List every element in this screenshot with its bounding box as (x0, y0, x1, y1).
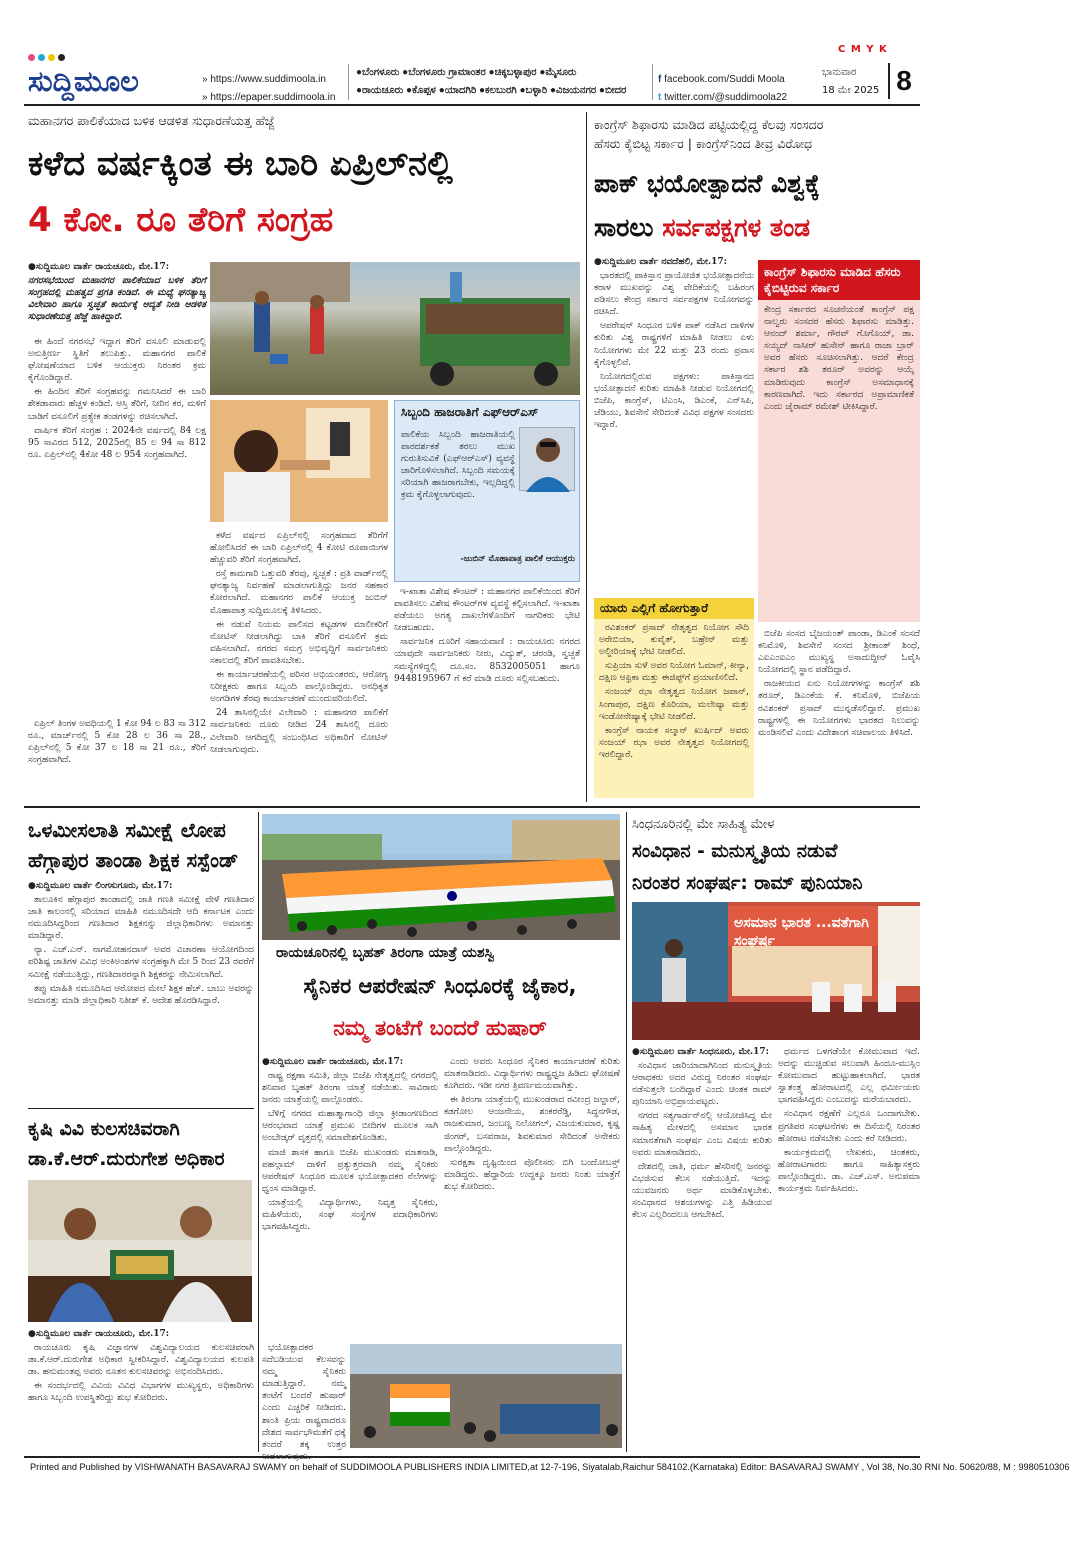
story1-intro: ನಗರಸಭೆಯಿಂದ ಮಹಾನಗರ ಪಾಲಿಕೆಯಾದ ಬಳಿಕ ತೆರಿಗೆ ಸಂಗ್ರಹದಲ್ಲಿ ಮಹತ್ವದ ಪ್ರಗತಿ ಕಂಡಿದೆ. ಈ ಮಧ್ಯೆ ಘನತ್ಯಾಜ್ಯ ವಿಲೇವಾರಿ ಹಾಗೂ ಸ್ವಚ್ಛತೆ ಕಾರ್ಯಕ್ಕೆ ಆದ್ಯತೆ ನೀಡಿ ಆಡಳಿತ ಸುಧಾರಣೆಯತ್ತ ಹೆಜ್ಜೆ ಹಾಕಿದ್ದಾರೆ. (28, 276, 206, 323)
story2-kicker-2: ಹೆಸರು ಕೈಬಿಟ್ಟ ಸರ್ಕಾರ | ಕಾಂಗ್ರೆಸ್‌ನಿಂದ ತೀವ್ರ ವಿರೋಧ (594, 136, 813, 151)
masthead-logo[interactable]: ಸುದ್ದಿಮೂಲ (28, 64, 139, 98)
story3-headline-2: ಹೆಗ್ಗಾಪುರ ತಾಂಡಾ ಶಿಕ್ಷಕ ಸಸ್ಪೆಂಡ್ (28, 848, 239, 872)
congress-box-text: ಕೇಂದ್ರ ಸರ್ಕಾರದ ಸೂಚನೆಯಂತೆ ಕಾಂಗ್ರೆಸ್ ಪಕ್ಷ ನಾಲ್ವರು ಸಂಸದರ ಹೆಸರು ಶಿಫಾರಸು ಮಾಡಿತ್ತು. ಆನಂದ್ ಶರ್ಮಾ, ಗೌರವ್ ಗೊಗೊಯ್, ಡಾ. ಸಯ್ಯದ್ ನಾಸೀರ್ ಹುಸೇನ್ ಹಾಗೂ ರಾಜಾ ಬ್ರಾರ್ ಅವರ ಹೆಸರು ಸೂಚಿಸಲಾಗಿತ್ತು. ಆದರೆ ಕೇಂದ್ರ ಸರ್ಕಾರ ಶಶಿ ತರೂರ್ ಅವರನ್ನು ಆಯ್ಕೆ ಮಾಡಿರುವುದು ಕಾಂಗ್ರೆಸ್ ಅಸಮಾಧಾನಕ್ಕೆ ಕಾರಣವಾಗಿದೆ. ಇದು ಸರ್ಕಾರದ ಅಪ್ರಾಮಾಣಿಕತೆ ಎಂದು ಜೈರಾಮ್ ರಮೇಶ್ ಟೀಕಿಸಿದ್ದಾರೆ. (764, 305, 914, 412)
issue-date: 18 ಮೇ 2025 (822, 85, 880, 96)
story-rule (28, 1108, 254, 1109)
facebook-icon: f (658, 74, 665, 85)
cmyk-mark: C M Y K (838, 44, 888, 55)
footer-rule (24, 1456, 920, 1458)
sahitya-banner-text: ಅಸಮಾನ ಭಾರತ ...ವತೆಗಾಗಿ ಸಂಘರ್ಷ (734, 915, 869, 949)
photo-biometric-attendance (210, 400, 388, 522)
link-website[interactable]: » https://www.suddimoola.in (202, 74, 326, 85)
story1-headline-2: 4 ಕೋ. ರೂ ತೆರಿಗೆ ಸಂಗ್ರಹ (28, 200, 334, 240)
congress-box-title: ಕಾಂಗ್ರೆಸ್ ಶಿಫಾರಸು ಮಾಡಿದ ಹೆಸರು ಕೈಬಿಟ್ಟಿರುವ ಸರ್ಕಾರ (758, 260, 920, 300)
story2-headline-2: ಸಾರಲು ಸರ್ವಪಕ್ಷಗಳ ತಂಡ (594, 213, 811, 242)
link-icon: » (202, 74, 211, 85)
cities-row-2: ●ರಾಯಚೂರು ●ಕೊಪ್ಪಳ ●ಯಾದಗಿರಿ ●ಕಲಬುರಗಿ ●ಬಳ್ಳಾರಿ ●ವಿಜಯನಗರ ●ಬೀದರ (356, 85, 627, 96)
story1-headline-1: ಕಳೆದ ವರ್ಷಕ್ಕಿಂತ ಈ ಬಾರಿ ಏಪ್ರಿಲ್‌ನಲ್ಲಿ (28, 144, 453, 184)
story2-headline-1: ಪಾಕ್ ಭಯೋತ್ಪಾದನೆ ವಿಶ್ವಕ್ಕೆ (594, 169, 820, 198)
photo-tiranga-yatra (262, 814, 620, 940)
story5-column-1: ರಾಷ್ಟ್ರ ರಕ್ಷಣಾ ಸಮಿತಿ, ಜಿಲ್ಲಾ ಬಿಜೆಪಿ ನೇತೃತ್ವದಲ್ಲಿ ನಗರದಲ್ಲಿ ಶನಿವಾರ ಬೃಹತ್ ತಿರಂಗಾ ಯಾತ್ರೆ ನಡೆಯಿತು. ಸಾವಿರಾರು ಜನರು ಯಾತ್ರೆಯಲ್ಲಿ ಪಾಲ್ಗೊಂಡರು. ಬೆಳಿಗ್ಗೆ ನಗರದ ಮಹಾತ್ಮಾಗಾಂಧಿ ಜಿಲ್ಲಾ ಕ್ರೀಡಾಂಗಣದಿಂದ ಆರಂಭವಾದ ಯಾತ್ರೆ ಪ್ರಮುಖ ಬೀದಿಗಳ ಮೂಲಕ ಸಾಗಿ ಅಂಬೇಡ್ಕರ್ ವೃತ್ತದಲ್ಲಿ ಸಮಾವೇಶಗೊಂಡಿತು. ಮಾಜಿ ಶಾಸಕ ಹಾಗೂ ಬಿಜೆಪಿ ಮುಖಂಡರು ಮಾತನಾಡಿ, ಪಹಲ್ಗಾಮ್ ದಾಳಿಗೆ ಪ್ರತ್ಯುತ್ತರವಾಗಿ ನಮ್ಮ ಸೈನಿಕರು ಆಪರೇಷನ್ ಸಿಂಧೂರ ಮೂಲಕ ಭಯೋತ್ಪಾದಕರ ನೆಲೆಗಳನ್ನು ಧ್ವಂಸ ಮಾಡಿದ್ದಾರೆ. ಯಾತ್ರೆಯಲ್ಲಿ ವಿದ್ಯಾರ್ಥಿಗಳು, ನಿವೃತ್ತ ಸೈನಿಕರು, ಮಹಿಳೆಯರು, ಸಂಘ ಸಂಸ್ಥೆಗಳ ಪದಾಧಿಕಾರಿಗಳು ಭಾಗವಹಿಸಿದ್ದರು. (262, 1071, 438, 1233)
frs-box-sign: -ಜುಬಿನ್ ಮೊಹಾಪಾತ್ರ ಪಾಲಿಕೆ ಆಯುಕ್ತರು (460, 554, 575, 564)
column-divider (626, 812, 627, 1452)
photo-registrar-felicitation (28, 1180, 252, 1322)
story1-dateline: ●ಸುದ್ದಿಮೂಲ ವಾರ್ತೆ ರಾಯಚೂರು, ಮೇ.17: (28, 262, 170, 272)
frs-box-text: ಪಾಲಿಕೆಯ ಸಿಬ್ಬಂದಿ ಹಾಜರಾತಿಯಲ್ಲಿ ಪಾರದರ್ಶಕತೆ ತರಲು ಮುಖ ಗುರುತಿಸುವಿಕೆ (ಎಫ್‌ಆರ್‌ಎಸ್) ವ್ಯವಸ್ಥೆ ಜಾರಿಗೊಳಿಸಲಾಗಿದೆ. ಸಿಬ್ಬಂದಿ ಸಮಯಕ್ಕೆ ಸರಿಯಾಗಿ ಹಾಜರಾಗಬೇಕು, ಇಲ್ಲದಿದ್ದಲ್ಲಿ ಕ್ರಮ ಕೈಗೊಳ್ಳಲಾಗುವುದು. (401, 430, 515, 501)
story2-kicker-1: ಕಾಂಗ್ರೆಸ್ ಶಿಫಾರಸು ಮಾಡಿದ ಪಟ್ಟಿಯಲ್ಲಿದ್ದ ಕೆಲವು ಸಂಸದರ (594, 117, 824, 132)
who-goes-box-title: ಯಾರು ಎಲ್ಲಿಗೆ ಹೋಗುತ್ತಾರೆ (594, 598, 754, 619)
story6-headline-2: ನಿರಂತರ ಸಂಘರ್ಷ: ರಾಮ್ ಪುನಿಯಾನಿ (632, 873, 863, 894)
congress-box (758, 260, 920, 622)
story6-column-1: ಸಂವಿಧಾನ ಜಾರಿಯಾದಾಗಿನಿಂದ ಮನುಸ್ಮೃತಿಯ ಆರಾಧಕರು ಅದರ ವಿರುದ್ಧ ನಿರಂತರ ಸಂಘರ್ಷ ನಡೆಸುತ್ತಲೇ ಬಂದಿದ್ದಾರೆ ಎಂದು ಚಿಂತಕ ರಾಮ್ ಪುನಿಯಾನಿ ಅಭಿಪ್ರಾಯಪಟ್ಟರು. ನಗರದ ಸತ್ಯಗಾರ್ಡನ್‌ನಲ್ಲಿ ಆಯೋಜಿಸಿದ್ದ ಮೇ ಸಾಹಿತ್ಯ ಮೇಳದಲ್ಲಿ ಅಸಮಾನ ಭಾರತ ಸಮಾನತೆಗಾಗಿ ಸಂಘರ್ಷ ಎಂಬ ವಿಷಯ ಕುರಿತು ಅವರು ಮಾತನಾಡಿದರು. ದೇಶದಲ್ಲಿ ಜಾತಿ, ಧರ್ಮ ಹೆಸರಿನಲ್ಲಿ ಜನರನ್ನು ವಿಭಜಿಸುವ ಕೆಲಸ ನಡೆಯುತ್ತಿದೆ. ಇದನ್ನು ಯುವಜನರು ಅರ್ಥ ಮಾಡಿಕೊಳ್ಳಬೇಕು. ಸಂವಿಧಾನದ ಆಶಯಗಳನ್ನು ಎತ್ತಿ ಹಿಡಿಯುವ ಕೆಲಸ ಎಲ್ಲರಿಂದಲೂ ಆಗಬೇಕಿದೆ. (632, 1061, 772, 1221)
story5-headline-2: ನಮ್ಮ ತಂಟೆಗೆ ಬಂದರೆ ಹುಷಾರ್ (333, 1016, 547, 1040)
story1-column-3: ಕಳೆದ ವರ್ಷದ ಏಪ್ರಿಲ್‌ನಲ್ಲಿ ಸಂಗ್ರಹವಾದ ತೆರಿಗೆಗೆ ಹೋಲಿಸಿದರೆ ಈ ಬಾರಿ ಏಪ್ರಿಲ್‌ನಲ್ಲಿ 4 ಕೋಟಿ ರೂಪಾಯಿಗಳ ಹೆಚ್ಚುವರಿ ತೆರಿಗೆ ಸಂಗ್ರಹವಾಗಿದೆ. ರಸ್ತೆ ಕಾಮಗಾರಿ ಒತ್ತುವರಿ ತೆರವು, ಸ್ವಚ್ಛತೆ : ಪ್ರತಿ ವಾರ್ಡ್‌ನಲ್ಲಿ ಘನತ್ಯಾಜ್ಯ ನಿರ್ವಹಣೆ ಮಾಡಲಾಗುತ್ತಿದ್ದು ಜನರ ಸಹಕಾರ ಕೋರಲಾಗಿದೆ. ಮಹಾನಗರ ಪಾಲಿಕೆ ಆಯುಕ್ತ ಜುಬಿನ್ ಮೊಹಾಪಾತ್ರ ಸುದ್ದಿಮೂಲಕ್ಕೆ ತಿಳಿಸಿದರು. ಈ ನಡುವೆ ನಿಯಮ ಪಾಲಿಸದ ಕಟ್ಟಡಗಳ ಮಾಲೀಕರಿಗೆ ನೋಟಿಸ್ ನೀಡಲಾಗಿದ್ದು ಬಾಕಿ ತೆರಿಗೆ ವಸೂಲಿಗೆ ಕ್ರಮ ವಹಿಸಲಾಗಿದೆ. ನಗರದ ಸಮಗ್ರ ಅಭಿವೃದ್ಧಿಗೆ ಸಾರ್ವಜನಿಕರು ಸಕಾಲದಲ್ಲಿ ತೆರಿಗೆ ಪಾವತಿಸಬೇಕು. ಈ ಕಾರ್ಯಾಚರಣೆಯಲ್ಲಿ ಪರಿಸರ ಅಭಿಯಂತರರು, ಆರೋಗ್ಯ ನಿರೀಕ್ಷಕರು ಹಾಗೂ ಸಿಬ್ಬಂದಿ ಪಾಲ್ಗೊಂಡಿದ್ದರು. ಅನಧಿಕೃತ ಅಂಗಡಿಗಳ ತೆರವು ಕಾರ್ಯಾಚರಣೆ ಮುಂದುವರಿಯಲಿದೆ. 24 ತಾಸಿನಲ್ಲಿಯೇ ವಿಲೇವಾರಿ : ಮಹಾನಗರ ಪಾಲಿಕೆಗೆ ಸಾರ್ವಜನಿಕರು ದೂರು ನೀಡಿದ 24 ತಾಸಿನಲ್ಲಿ ದೂರು ವಿಲೇವಾರಿ ಆಗದಿದ್ದಲ್ಲಿ ಸಂಬಂಧಿಸಿದ ಅಧಿಕಾರಿಗೆ ನೋಟಿಸ್ ನೀಡಲಾಗುವುದು. (210, 531, 388, 755)
masthead-divider (652, 64, 653, 100)
officer-photo (519, 427, 575, 491)
issue-day: ಭಾನುವಾರ (822, 67, 857, 78)
frs-box-title: ಸಿಬ್ಬಂದಿ ಹಾಜರಾತಿಗೆ ಎಫ್‌ಆರ್‌ಎಸ್ (401, 405, 539, 419)
story6-column-2: ಧರ್ಮದ ಒಳಗಡೆಯೇ ಕೋಮುವಾದ ಇದೆ. ಅದನ್ನು ಮುಚ್ಚಿಡುವ ಸಲುವಾಗಿ ಹಿಂದೂ-ಮುಸ್ಲಿಂ ಕೋಮುವಾದ ಹುಟ್ಟುಹಾಕಲಾಗಿದೆ. ಭಾರತ ಸ್ವಾತಂತ್ರ್ಯ ಹೋರಾಟದಲ್ಲಿ ಎಲ್ಲ ಧರ್ಮೀಯರು ಭಾಗವಹಿಸಿದ್ದರು ಎಂಬುದನ್ನು ಮರೆಯಬಾರದು. ಸಂವಿಧಾನ ರಕ್ಷಣೆಗೆ ಎಲ್ಲರೂ ಒಂದಾಗಬೇಕು. ಪ್ರಗತಿಪರ ಸಂಘಟನೆಗಳು ಈ ದಿಸೆಯಲ್ಲಿ ನಿರಂತರ ಹೋರಾಟ ನಡೆಸಬೇಕು ಎಂದು ಕರೆ ನೀಡಿದರು. ಕಾರ್ಯಕ್ರಮದಲ್ಲಿ ಲೇಖಕರು, ಚಿಂತಕರು, ಹೋರಾಟಗಾರರು ಹಾಗೂ ಸಾಹಿತ್ಯಾಸಕ್ತರು ಪಾಲ್ಗೊಂಡಿದ್ದರು. ಡಾ. ಎಚ್.ಎಸ್. ಅನುಪಮಾ ಕಾರ್ಯಕ್ರಮ ನಿರ್ವಹಿಸಿದರು. (778, 1047, 920, 1195)
story2-column-3: ಬಿಜೆಪಿ ಸಂಸದ ಬೈಜಯಂತ್ ಪಾಂಡಾ, ಡಿಎಂಕೆ ಸಂಸದೆ ಕನಿಮೊಳಿ, ಶಿವಸೇನೆ ಸಂಸದ ಶ್ರೀಕಾಂತ್ ಶಿಂಧೆ, ಎಐಎಂಐಎಂ ಮುಖ್ಯಸ್ಥ ಅಸಾದುದ್ದೀನ್ ಓವೈಸಿ ನಿಯೋಗದಲ್ಲಿ ಸ್ಥಾನ ಪಡೆದಿದ್ದಾರೆ. ರಾಜಕೀಯದ ಏನು ನಿಯೋಗಗಳನ್ನು ಕಾಂಗ್ರೆಸ್ ಶಶಿ ತರೂರ್, ಡಿಎಂಕೆಯ ಕೆ. ಕನಿಮೊಳಿ, ಬಿಜೆಪಿಯ ರವಿಶಂಕರ್ ಪ್ರಸಾದ್ ಮುನ್ನಡೆಸಲಿದ್ದಾರೆ. ಪ್ರಮುಖ ರಾಷ್ಟ್ರಗಳಲ್ಲಿ ಈ ನಿಯೋಗಗಳು ಭಾರತದ ನಿಲುವನ್ನು ಮಂಡಿಸಲಿವೆ ಎಂದು ವಿದೇಶಾಂಗ ಸಚಿವಾಲಯ ತಿಳಿಸಿದೆ. (758, 629, 920, 738)
cities-row-1: ●ಬೆಂಗಳೂರು ●ಬೆಂಗಳೂರು ಗ್ರಾಮಾಂತರ ●ಚಿಕ್ಕಬಳ್ಳಾಪುರ ●ಮೈಸೂರು (356, 67, 577, 78)
story2-dateline: ●ಸುದ್ದಿಮೂಲ ವಾರ್ತೆ ನವದೆಹಲಿ, ಮೇ.17: (594, 257, 727, 267)
link-facebook[interactable]: f facebook.com/Suddi Moola (658, 74, 785, 85)
page-number: 8 (888, 63, 918, 99)
story4-headline-1: ಕೃಷಿ ವಿವಿ ಕುಲಸಚಿವರಾಗಿ (28, 1118, 180, 1140)
photo-waste-cleanup (210, 262, 580, 395)
story5-banner: ರಾಯಚೂರಿನಲ್ಲಿ ಬೃಹತ್ ತಿರಂಗಾ ಯಾತ್ರೆ ಯಶಸ್ವಿ (276, 945, 495, 961)
frs-box (394, 400, 580, 582)
story4-headline-2: ಡಾ.ಕೆ.ಆರ್.ದುರುಗೇಶ ಅಧಿಕಾರ (28, 1148, 225, 1170)
column-divider (258, 812, 259, 1452)
story5-column-narrow: ಭಯೋತ್ಪಾದಕರ ಸದೆಬಡಿಯುವ ಕೆಲಸವನ್ನು ನಮ್ಮ ಸೈನಿಕರು ಮಾಡುತ್ತಿದ್ದಾರೆ. ನಮ್ಮ ತಂಟೆಗೆ ಬಂದರೆ ಹುಷಾರ್ ಎಂದು ಎಚ್ಚರಿಕೆ ನೀಡಿದರು. ಶಾಂತಿ ಪ್ರಿಯ ರಾಷ್ಟ್ರವಾದರೂ ದೇಶದ ಸಾರ್ವಭೌಮತೆಗೆ ಧಕ್ಕೆ ತಂದರೆ ತಕ್ಕ ಉತ್ತರ (262, 1343, 346, 1450)
story3-body: ತಾಲೂಕಿನ ಹೆಗ್ಗಾಪುರ ತಾಂಡಾದಲ್ಲಿ ಜಾತಿ ಗಣತಿ ಸಮೀಕ್ಷೆ ವೇಳೆ ಗಣತಿದಾರ ಜಾತಿ ಕಾಲಂನಲ್ಲಿ ಸರಿಯಾದ ಮಾಹಿತಿ ನಮೂದಿಸದೇ ಆದಿ ಕರ್ನಾಟಕ ಎಂದು ನಮೂದಿಸಿದ್ದರಿಂದ ಗಣತಿದಾರ ಶಿಕ್ಷಕನನ್ನು ಜಿಲ್ಲಾಧಿಕಾರಿಗಳು ಅಮಾನತ್ತು ಮಾಡಿದ್ದಾರೆ. ನ್ಯಾ. ಎಚ್.ಎನ್. ನಾಗಮೋಹನದಾಸ್ ಅವರ ವಿಚಾರಣಾ ಆಯೋಗದಿಂದ ಪರಿಶಿಷ್ಟ ಜಾತಿಗಳ ವಿವಿಧ ಅಂಕಿಅಂಶಗಳ ಸಂಗ್ರಹಕ್ಕಾಗಿ ಮೇ 5 ರಿಂದ 23 ರವರೆಗೆ ಸಮೀಕ್ಷೆ ನಡೆಯುತ್ತಿದ್ದು, ಗಣತಿದಾರರನ್ನಾಗಿ ಶಿಕ್ಷಕರನ್ನು ನೇಮಿಸಲಾಗಿದೆ. ತಪ್ಪು ಮಾಹಿತಿ ನಮೂದಿಸಿದ ಆರೋಪದ ಮೇಲೆ ಶಿಕ್ಷಕ ಹೆಚ್. ಬಾಬು ಅವರನ್ನು ಅಮಾನತ್ತು ಮಾಡಿ ಜಿಲ್ಲಾಧಿಕಾರಿ ನಿತೀಶ್ ಕೆ. ಆದೇಶ ಹೊರಡಿಸಿದ್ದಾರೆ. (28, 895, 254, 1006)
link-icon: » (202, 92, 211, 103)
story4-dateline: ●ಸುದ್ದಿಮೂಲ ವಾರ್ತೆ ರಾಯಚೂರು, ಮೇ.17: (28, 1329, 170, 1339)
link-twitter[interactable]: t twitter.com/@suddimoola22 (658, 92, 788, 103)
photo-sahitya-mela (632, 902, 920, 1040)
story6-headline-1: ಸಂವಿಧಾನ - ಮನುಸ್ಮೃತಿಯ ನಡುವೆ (632, 841, 838, 862)
masthead-rule (24, 104, 920, 106)
story5-dateline: ●ಸುದ್ದಿಮೂಲ ವಾರ್ತೆ ರಾಯಚೂರು, ಮೇ.17: (262, 1057, 404, 1067)
story6-dateline: ●ಸುದ್ದಿಮೂಲ ವಾರ್ತೆ ಸಿಂಧನೂರು, ಮೇ.17: (632, 1047, 769, 1057)
story1-column-1: ಈ ಹಿಂದೆ ನಗರಸಭೆ ಇದ್ದಾಗ ತೆರಿಗೆ ವಸೂಲಿ ಮಾಡುವಲ್ಲಿ ಅನುತ್ತೀರ್ಣ ಸ್ಥಿತಿಗೆ ತಲುಪಿತ್ತು. ಮಹಾನಗರ ಪಾಲಿಕೆ ಘೋಷಣೆಯಾದ ಬಳಿಕ ಆಯುಕ್ತರು ನಿರಂತರ ಕ್ರಮ ಕೈಗೊಂಡಿದ್ದಾರೆ. ಈ ಹಿಂದಿನ ತೆರಿಗೆ ಸಂಗ್ರಹವನ್ನು ಗಮನಿಸಿದರೆ ಈ ಬಾರಿ ಶೇಕಡಾವಾರು ಹೆಚ್ಚಳ ಕಂಡಿದೆ. ಆಸ್ತಿ ತೆರಿಗೆ, ನೀರಿನ ಕರ, ಮಳಿಗೆ ಬಾಡಿಗೆ ವಸೂಲಿಗೆ ಪ್ರತ್ಯೇಕ ತಂಡಗಳನ್ನು ರಚಿಸಲಾಗಿದೆ. ವಾರ್ಷಿಕ ತೆರಿಗೆ ಸಂಗ್ರಹ : 2024ನೇ ವರ್ಷದಲ್ಲಿ 84 ಲಕ್ಷ 95 ಸಾವಿರದ 512, 2025ರಲ್ಲಿ 85 ಲ 94 ಸಾ 812 ರೂ. ಏಪ್ರಿಲ್‌ನಲ್ಲಿ 4ಕೋ 48 ಲ 954 ಸಂಗ್ರಹವಾಗಿದೆ. (28, 337, 206, 460)
column-divider (586, 112, 587, 802)
story1-column-2: ಏಪ್ರಿಲ್ ತಿಂಗಳ ಅವಧಿಯಲ್ಲಿ 1 ಕೋ 94 ಲ 83 ಸಾ 312 ರೂ., ಮಾರ್ಚ್‌ನಲ್ಲಿ 5 ಕೋ 28 ಲ 36 ಸಾ 28., ಏಪ್ರಿಲ್‌ನಲ್ಲಿ 5 ಕೋ 37 ಲ 18 ಸಾ 21 ರೂ., ತೆರಿಗೆ ಸಂಗ್ರಹವಾಗಿದೆ. (28, 719, 206, 766)
story3-dateline: ●ಸುದ್ದಿಮೂಲ ವಾರ್ತೆ ಲಿಂಗಸುಗೂರು, ಮೇ.17: (28, 881, 173, 891)
masthead-divider (348, 64, 349, 100)
story5-headline-1: ಸೈನಿಕರ ಆಪರೇಷನ್ ಸಿಂಧೂರಕ್ಕೆ ಜೈಕಾರ, (303, 974, 577, 998)
story5-column-2: ಎಂದು ಅವರು ಸಿಂಧೂರ ಸೈನಿಕರ ಕಾರ್ಯಾಚರಣೆ ಕುರಿತು ಮಾತನಾಡಿದರು. ವಿದ್ಯಾರ್ಥಿಗಳು ರಾಷ್ಟ್ರಧ್ವಜ ಹಿಡಿದು ಘೋಷಣೆ ಕೂಗಿದರು. ಇಡೀ ನಗರ ತ್ರಿವರ್ಣಮಯವಾಗಿತ್ತು. ಈ ತಿರಂಗಾ ಯಾತ್ರೆಯಲ್ಲಿ ಮುಖಂಡರಾದ ರವೀಂದ್ರ ಜಲ್ದಾರ್, ಕಡಗೋಲ ಆಂಜನೇಯ, ಶಂಕರರೆಡ್ಡಿ, ಸಿದ್ಧನಗೌಡ, ರಾಜಕುಮಾರ, ಜಂಬಣ್ಣ ನಿಲೋಗಲ್, ವಿಜಯಕುಮಾರ, ಕೃಷ್ಣ ಜಿಂಗರ್, ಬಸವರಾಜ, ಶಿವಕುಮಾರ ಸೇರಿದಂತೆ ಅನೇಕರು ಪಾಲ್ಗೊಂಡಿದ್ದರು. ಸುರಕ್ಷತಾ ದೃಷ್ಟಿಯಿಂದ ಪೊಲೀಸರು ಬಿಗಿ ಬಂದೋಬಸ್ತ್ ಮಾಡಿದ್ದರು. ಹೆದ್ದಾರಿಯ ಉದ್ದಕ್ಕೂ ಜನರು ನಿಂತು ಯಾತ್ರೆಗೆ ಶುಭ ಕೋರಿದರು. (444, 1057, 620, 1192)
story4-body: ರಾಯಚೂರು ಕೃಷಿ ವಿಜ್ಞಾನಗಳ ವಿಶ್ವವಿದ್ಯಾಲಯದ ಕುಲಸಚಿವರಾಗಿ ಡಾ.ಕೆ.ಆರ್.ದುರುಗೇಶ ಅಧಿಕಾರ ಸ್ವೀಕರಿಸಿದ್ದಾರೆ. ವಿಶ್ವವಿದ್ಯಾಲಯದ ಕುಲಪತಿ ಡಾ. ಹನುಮಂತಪ್ಪ ಅವರು ನೂತನ ಕುಲಸಚಿವರನ್ನು ಅಭಿನಂದಿಸಿದರು. ಈ ಸಂದರ್ಭದಲ್ಲಿ ವಿವಿಯ ವಿವಿಧ ವಿಭಾಗಗಳ ಮುಖ್ಯಸ್ಥರು, ಅಧಿಕಾರಿಗಳು ಹಾಗೂ ಸಿಬ್ಬಂದಿ ಉಪಸ್ಥಿತರಿದ್ದು ಶುಭ ಕೋರಿದರು. (28, 1343, 254, 1404)
twitter-icon: t (658, 92, 665, 103)
section-rule (24, 806, 920, 808)
link-epaper[interactable]: » https://epaper.suddimoola.in (202, 92, 336, 103)
photo-tiranga-rally (350, 1344, 622, 1448)
story1-kicker: ಮಹಾನಗರ ಪಾಲಿಕೆಯಾದ ಬಳಿಕ ಆಡಳಿತ ಸುಧಾರಣೆಯತ್ತ ಹೆಜ್ಜೆ (28, 113, 275, 128)
story6-kicker: ಸಿಂಧನೂರಿನಲ್ಲಿ ಮೇ ಸಾಹಿತ್ಯ ಮೇಳ (632, 817, 775, 832)
story2-column-1: ಭಾರತದಲ್ಲಿ ಪಾಕಿಸ್ತಾನ ಪ್ರಾಯೋಜಿತ ಭಯೋತ್ಪಾದನೆಯ ಕರಾಳ ಮುಖವನ್ನು ವಿಶ್ವ ವೇದಿಕೆಯಲ್ಲಿ ಬಹಿರಂಗ ಪಡಿಸಲು ಕೇಂದ್ರ ಸರ್ಕಾರ ಸರ್ವಪಕ್ಷಗಳ ನಿಯೋಗವನ್ನು ರಚಿಸಿದೆ. ಆಪರೇಷನ್ ಸಿಂಧೂರ ಬಳಿಕ ಪಾಕ್ ನಡೆಸಿದ ದಾಳಿಗಳ ಕುರಿತು ವಿಶ್ವ ರಾಷ್ಟ್ರಗಳಿಗೆ ಮಾಹಿತಿ ನೀಡಲು ಏಳು ನಿಯೋಗಗಳು ಮೇ 22 ಮತ್ತು 23 ರಂದು ಪ್ರವಾಸ ಕೈಗೊಳ್ಳಲಿವೆ. ನಿಯೋಗದಲ್ಲಿರುವ ಪಕ್ಷಗಳು: ಪಾಕಿಸ್ತಾನದ ಭಯೋತ್ಪಾದನೆ ಕುರಿತು ಮಾಹಿತಿ ನೀಡುವ ನಿಯೋಗದಲ್ಲಿ ಬಿಜೆಪಿ, ಕಾಂಗ್ರೆಸ್, ಟಿಎಂಸಿ, ಡಿಎಂಕೆ, ಎನ್‌ಸಿಪಿ, ಜೆಡಿಯು, ಶಿವಸೇನೆ ಸೇರಿದಂತೆ ವಿವಿಧ ಪಕ್ಷಗಳ ಸಂಸದರು ಇದ್ದಾರೆ. (594, 271, 754, 431)
who-goes-box (594, 598, 754, 798)
who-goes-box-text: ರವಿಶಂಕರ್ ಪ್ರಸಾದ್ ನೇತೃತ್ವದ ನಿಯೋಗ ಸೌದಿ ಅರೇಬಿಯಾ, ಕುವೈತ್, ಬಹ್ರೇನ್ ಮತ್ತು ಅಲ್ಜೀರಿಯಾಕ್ಕೆ ಭೇಟಿ ನೀಡಲಿದೆ. ಸುಪ್ರಿಯಾ ಸುಳೆ ಅವರ ನಿಯೋಗ ಓಮಾನ್, ಕೀನ್ಯಾ, ದಕ್ಷಿಣ ಆಫ್ರಿಕಾ ಮತ್ತು ಈಜಿಪ್ಟ್‌ಗೆ ಪ್ರಯಾಣಿಸಲಿದೆ. ಸಂಜಯ್ ಝಾ ನೇತೃತ್ವದ ನಿಯೋಗ ಜಪಾನ್, ಸಿಂಗಾಪುರ, ದಕ್ಷಿಣ ಕೊರಿಯಾ, ಮಲೇಷ್ಯಾ ಮತ್ತು ಇಂಡೋನೇಷ್ಯಾಕ್ಕೆ ಭೇಟಿ ನೀಡಲಿದೆ. ಕಾಂಗ್ರೆಸ್ ನಾಯಕ ಸಲ್ಮಾನ್ ಖುರ್ಷಿದ್ ಅವರು ಸಂಜಯ್ ಝಾ ಅವರ ನೇತೃತ್ವದ ನಿಯೋಗದಲ್ಲಿ ಇರಲಿದ್ದಾರೆ. (599, 623, 749, 760)
story3-headline-1: ಒಳಮೀಸಲಾತಿ ಸಮೀಕ್ಷೆ ಲೋಪ (28, 818, 226, 842)
story1-column-4: ಇ-ಖಾತಾ ವಿಶೇಷ ಕೌಂಟರ್ : ಮಹಾನಗರ ಪಾಲಿಕೆಯಿಂದ ತೆರಿಗೆ ಪಾವತಿಸಲು ವಿಶೇಷ ಕೌಂಟರ್‌ಗಳ ವ್ಯವಸ್ಥೆ ಕಲ್ಪಿಸಲಾಗಿದೆ. ಇ-ಖಾತಾ ಪಡೆಯಲು ಅಗತ್ಯ ದಾಖಲೆಗಳೊಂದಿಗೆ ನಾಗರಿಕರು ಭೇಟಿ ನೀಡಬಹುದು. ಸಾರ್ವಜನಿಕ ದೂರಿಗೆ ಸಹಾಯವಾಣಿ : ರಾಯಚೂರು ನಗರದ ಯಾವುದೇ ಸಾರ್ವಜನಿಕರು ನೀರು, ವಿದ್ಯುತ್, ಚರಂಡಿ, ಸ್ವಚ್ಛತೆ ಸಮಸ್ಯೆಗಳಿದ್ದಲ್ಲಿ ದೂ.ಸಂ. 8532005051 ಹಾಗೂ 9448195967 ಗೆ ಕರೆ ಮಾಡಿ ದೂರು ಸಲ್ಲಿಸಬಹುದು. (394, 587, 580, 684)
imprint-line: Printed and Published by VISHWANATH BASAVARAJ SWAMY on behalf of SUDDIMOOLA PUBLISHERS INDIA LIMITED,at 12-7-196, Siyatalab,Raichur 584102.(Karnataka) Editor: BASAVARAJ SWAMY , Vol 38, No.30 RNI No. 50620/88, M : 9980510306 (30, 1462, 1070, 1472)
